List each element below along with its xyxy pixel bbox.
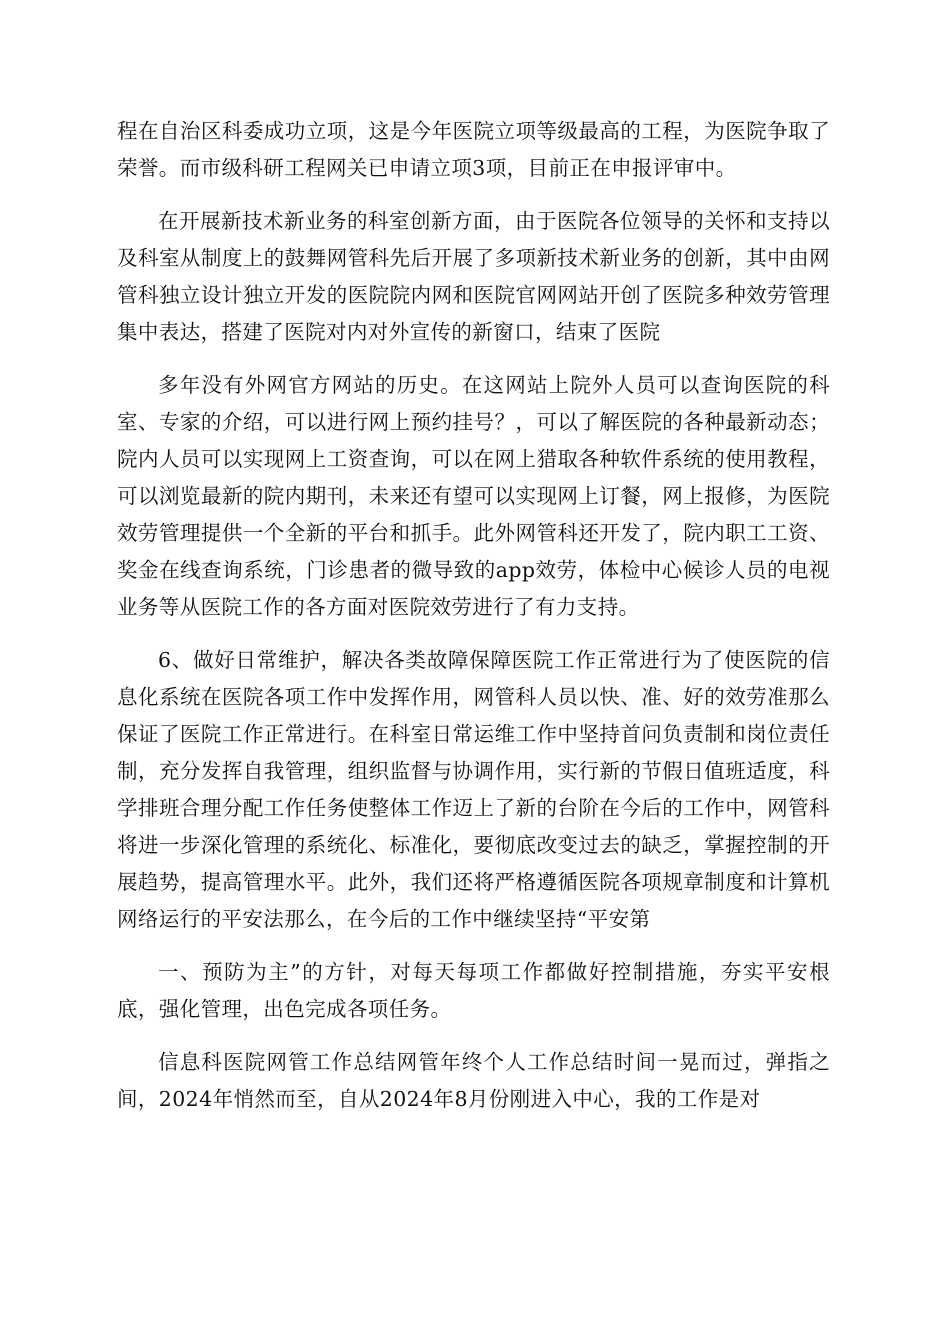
paragraph-innovation: 在开展新技术新业务的科室创新方面，由于医院各位领导的关怀和支持以及科室从制度上的鼓舞网管科先后开展了多项新技术新业务的创新，其中由网管科独立设计独立开发的医院院内网和医院官网网站开创了医院多种效劳管理集中表达，搭建了医院对内对外宣传的新窗口，结束了医院 [117,209,830,344]
paragraph-annual-summary: 信息科医院网管工作总结网管年终个人工作总结时间一晃而过，弹指之间，2024年悄然而至，自从2024年8月份刚进入中心，我的工作是对 [117,1050,830,1111]
paragraph-maintenance: 6、做好日常维护，解决各类故障保障医院工作正常进行为了使医院的信息化系统在医院各项工作中发挥作用，网管科人员以快、准、好的效劳准那么保证了医院工作正常进行。在科室日常运维工作中坚持首问负责制和岗位责任制，充分发挥自我管理，组织监督与协调作用，实行新的节假日值班适度，科学排班合理分配工作任务使整体工作迈上了新的台阶在今后的工作中，网管科将进一步深化管理的系统化、标准化，要彻底改变过去的缺乏，掌握控制的开展趋势，提高管理水平。此外，我们还将严格遵循医院各项规章制度和计算机网络运行的平安法那么，在今后的工作中继续坚持“平安第 [117,648,830,931]
paragraph-project-approval: 程在自治区科委成功立项，这是今年医院立项等级最高的工程，为医院争取了荣誉。而市级科研工程网关已申请立项3项，目前正在申报评审中。 [117,119,830,180]
paragraph-safety-first: 一、预防为主”的方针，对每天每项工作都做好控制措施，夯实平安根底，强化管理，出色完成各项任务。 [117,960,830,1021]
paragraph-website: 多年没有外网官方网站的历史。在这网站上院外人员可以查询医院的科室、专家的介绍，可以进行网上预约挂号？，可以了解医院的各种最新动态；院内人员可以实现网上工资查询，可以在网上猎取各种软件系统的使用教程，可以浏览最新的院内期刊，未来还有望可以实现网上订餐，网上报修，为医院效劳管理提供一个全新的平台和抓手。此外网管科还开发了，院内职工工资、奖金在线查询系统，门诊患者的微导致的app效劳，体检中心候诊人员的电视业务等从医院工作的各方面对医院效劳进行了有力支持。 [117,373,830,619]
